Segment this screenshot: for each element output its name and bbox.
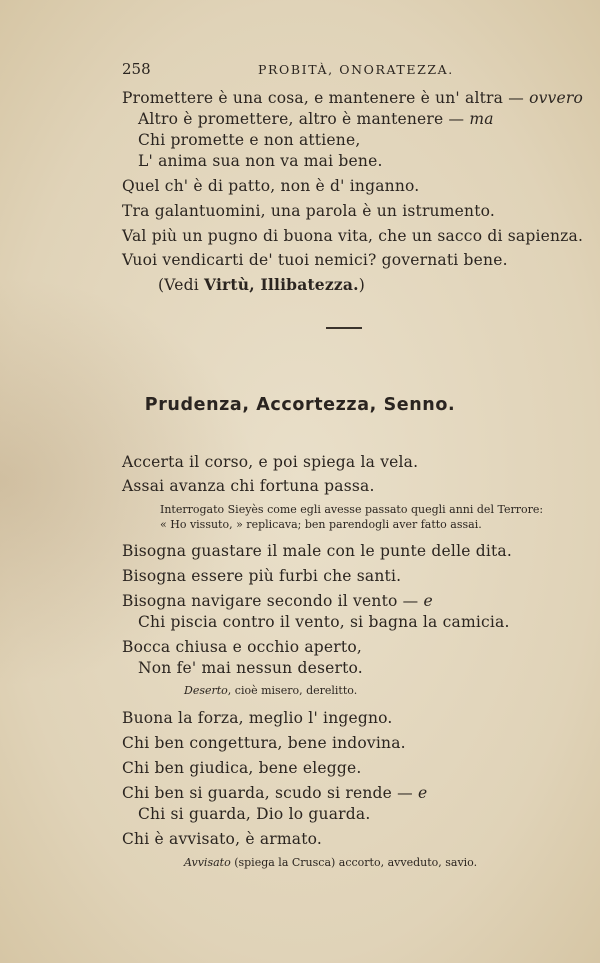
footnote-line: Deserto, cioè misero, derelitto.	[184, 684, 358, 697]
footnote-line: « Ho vissuto, » replicava; ben parendogli aver fatto assai.	[160, 518, 482, 531]
section-divider	[326, 327, 362, 329]
proverb-line: Tra galantuomini, una parola è un istrumento.	[122, 202, 496, 220]
proverb-line: Assai avanza chi fortuna passa.	[122, 477, 375, 495]
proverb-line: Chi ben si guarda, scudo si rende — e	[122, 784, 428, 802]
section-heading: Prudenza, Accortezza, Senno.	[144, 395, 456, 415]
proverb-line: Buona la forza, meglio l' ingegno.	[122, 709, 393, 727]
proverb-line: Bisogna navigare secondo il vento — e	[122, 592, 433, 610]
proverb-line: Chi ben giudica, bene elegge.	[122, 759, 362, 777]
footnote-line: Avvisato (spiega la Crusca) accorto, avveduto, savio.	[184, 856, 478, 869]
proverb-line: Chi è avvisato, è armato.	[122, 830, 323, 848]
proverb-line: Vuoi vendicarti de' tuoi nemici? governati bene.	[122, 251, 508, 269]
see-also-reference: (Vedi Virtù, Illibatezza.)	[158, 275, 365, 294]
proverb-line: Non fe' mai nessun deserto.	[138, 659, 363, 677]
proverb-line: Altro è promettere, altro è mantenere — ma	[138, 110, 494, 128]
proverb-line: Bisogna essere più furbi che santi.	[122, 567, 402, 585]
proverb-line: Accerta il corso, e poi spiega la vela.	[122, 453, 419, 471]
proverb-line: Promettere è una cosa, e mantenere è un' altra — ovvero	[122, 89, 584, 107]
proverb-line: Chi si guarda, Dio lo guarda.	[138, 805, 371, 823]
proverb-line: L' anima sua non va mai bene.	[138, 152, 383, 170]
proverb-line: Bisogna guastare il male con le punte delle dita.	[122, 542, 513, 560]
proverb-line: Chi ben congettura, bene indovina.	[122, 734, 406, 752]
proverb-line: Bocca chiusa e occhio aperto,	[122, 638, 363, 656]
proverb-line: Chi piscia contro il vento, si bagna la camicia.	[138, 613, 510, 631]
proverb-line: Val più un pugno di buona vita, che un sacco di sapienza.	[122, 227, 584, 245]
footnote-line: Interrogato Sieyès come egli avesse passato quegli anni del Terrore:	[160, 503, 544, 516]
proverb-line: Quel ch' è di patto, non è d' inganno.	[122, 177, 420, 195]
running-title: PROBITÀ, ONORATEZZA.	[258, 62, 454, 77]
page-number: 258	[122, 60, 151, 78]
proverb-line: Chi promette e non attiene,	[138, 131, 361, 149]
